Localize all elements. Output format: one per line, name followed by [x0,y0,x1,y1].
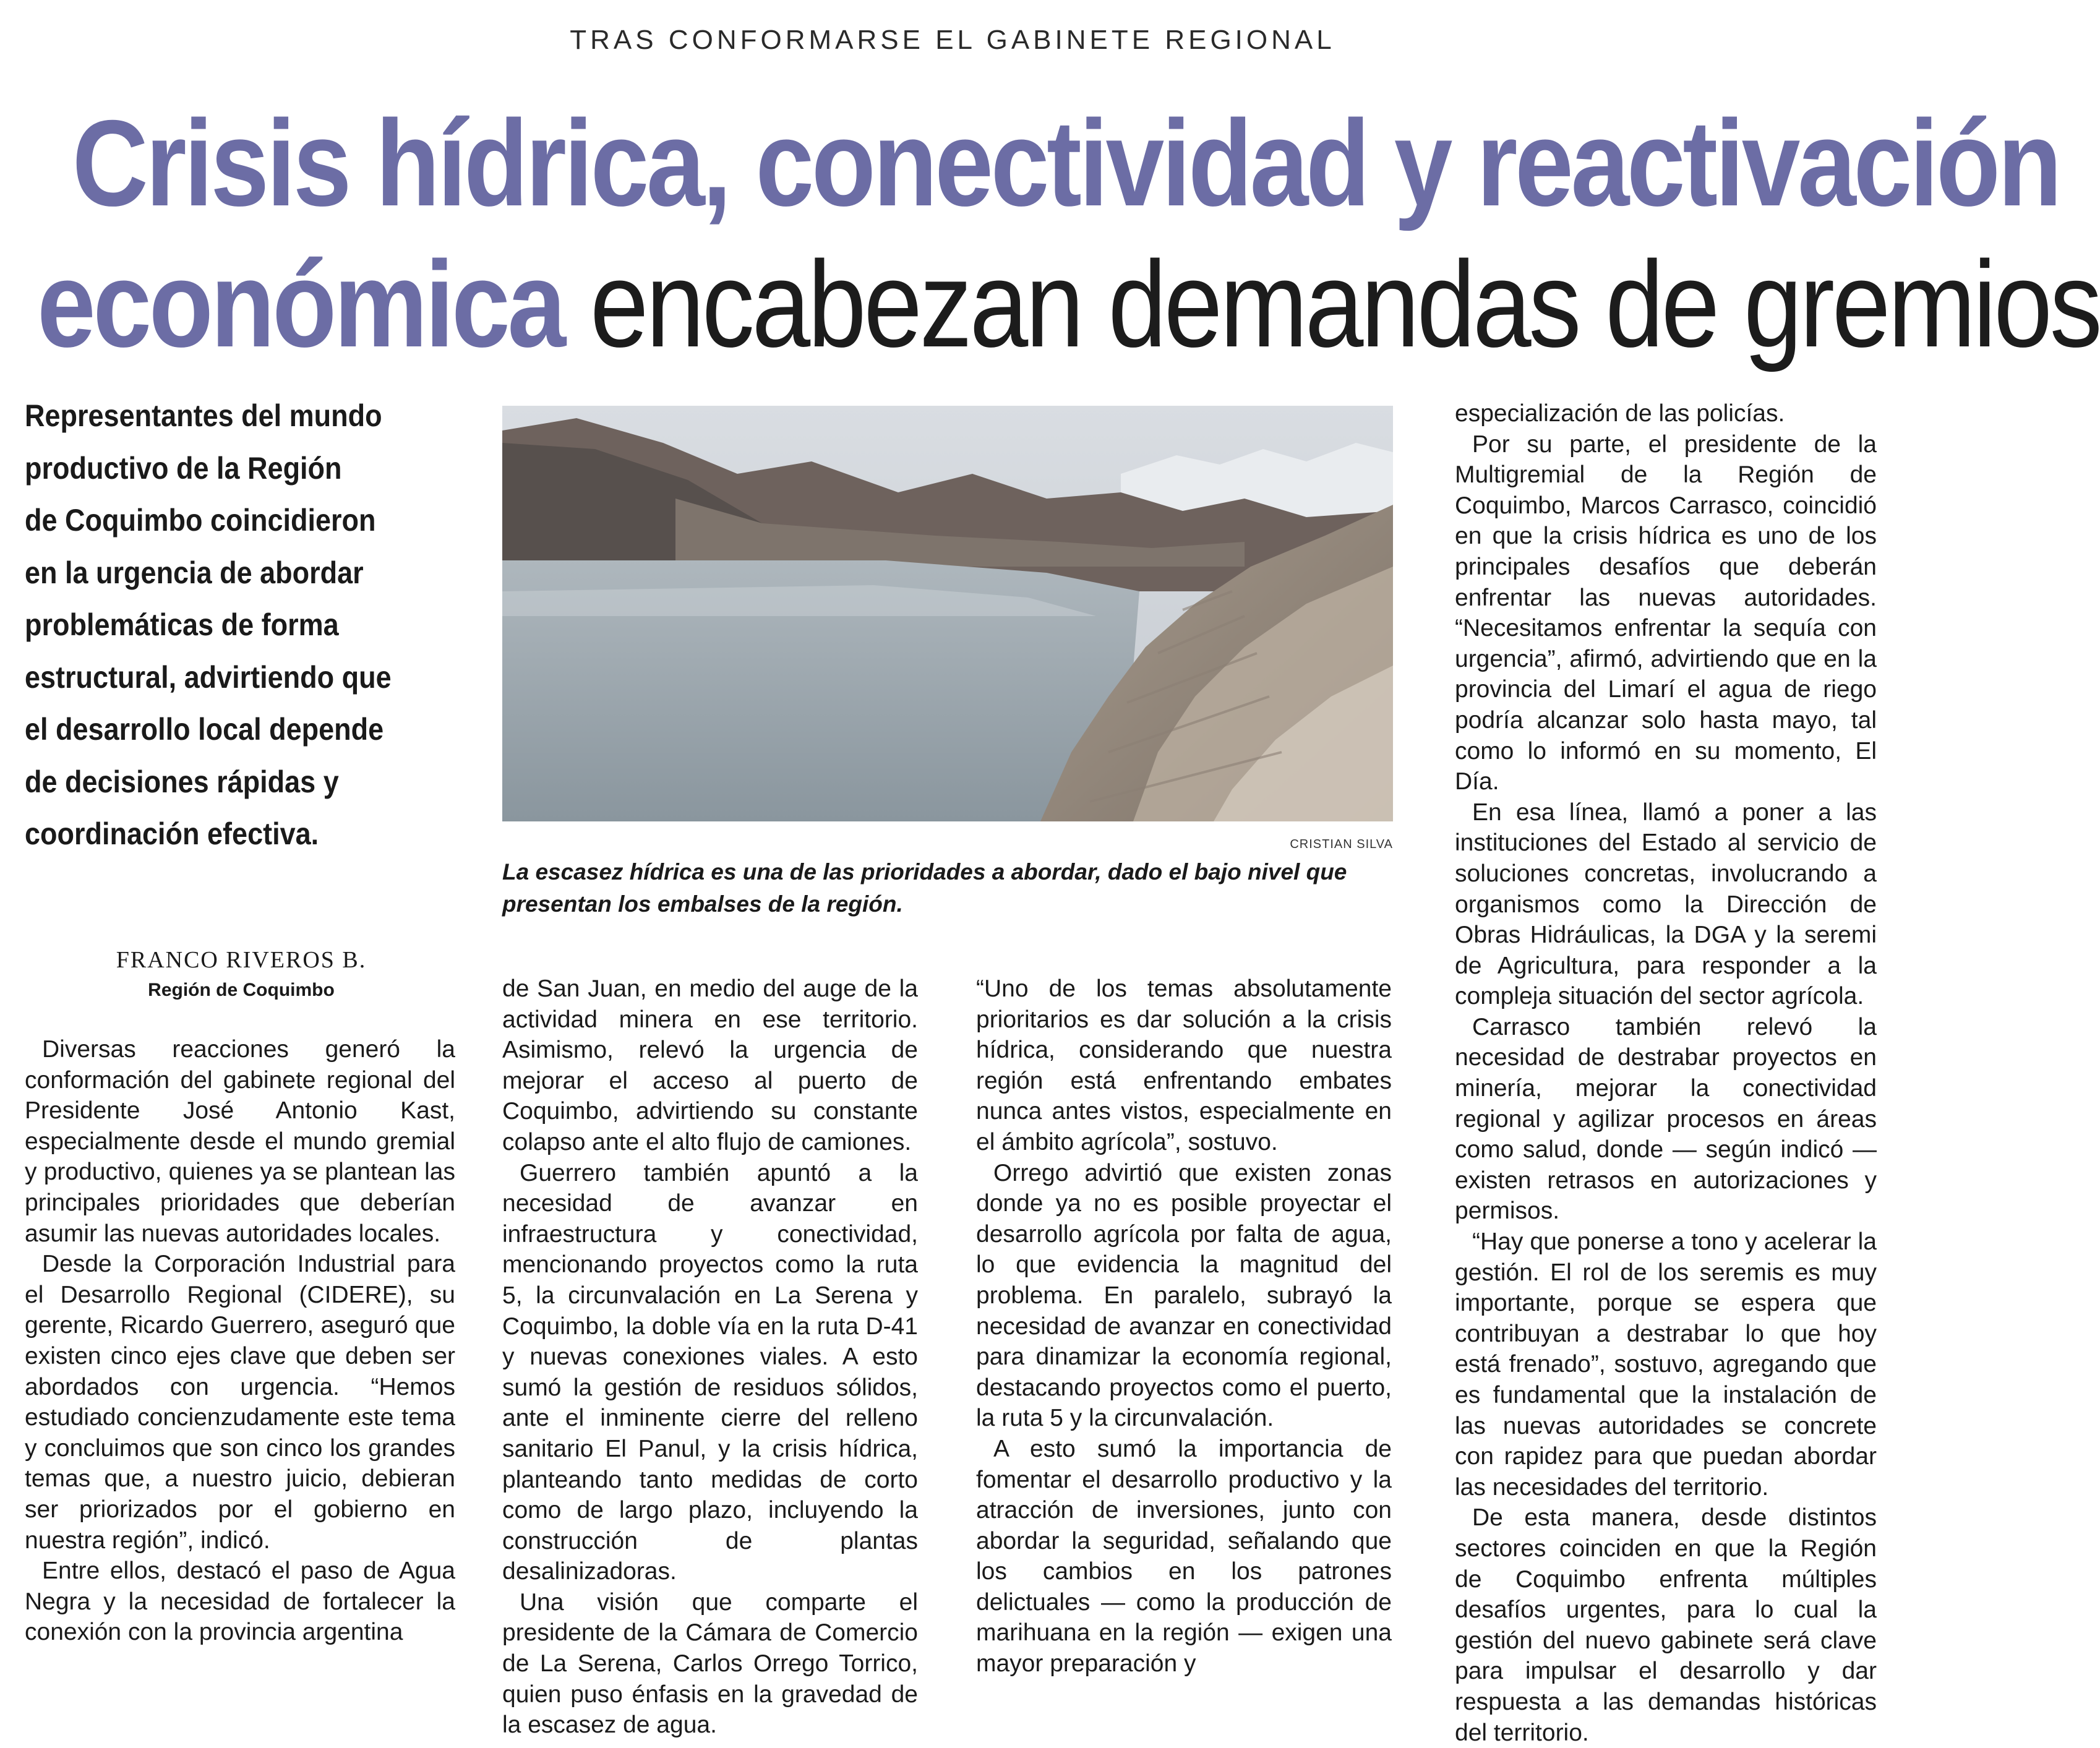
lede [25,390,414,860]
headline-accent-word: económica [37,236,564,372]
paragraph: Orrego advirtió que existen zonas donde ya no es posible proyectar el desarrollo agrícola por falta de agua, lo que evidencia la magnitud del problema. En paralelo, subrayó la necesidad de avanzar en conectividad para dinamizar la economía regional, destacando proyectos como el puerto, la ruta 5 y la circunvalación. [976,1159,1392,1432]
paragraph: especialización de las policías. [1455,400,1785,427]
headline-rest: encabezan demandas de gremios [563,236,2100,372]
paragraph: Desde la Corporación Industrial para el Desarrollo Regional (CIDERE), su gerente, Ricardo Guerrero, aseguró que existen cinco ejes clave que deben ser abordados con urgencia. “Hemos estudiado concienzudamente este tema y concluimos que son cinco los grandes temas que, a nuestro juicio, debieran ser priorizados por el gobierno en nuestra región”, indicó. [25,1251,455,1554]
paragraph: Por su parte, el presidente de la Multigremial de la Región de Coquimbo, Marcos Carrasco, coincidió en que la crisis hídrica es uno de los principales desafíos que deberán enfrentar las nuevas autoridades. “Necesitamos enfrentar la sequía con urgencia”, afirmó, advirtiendo que en la provincia del Limarí el agua de riego podría alcanzar solo hasta mayo, tal como lo informó en su momento, El Día. [1455,431,1877,795]
article-column-1 [25,1034,455,1648]
lede-line: el desarrollo local depende [25,712,384,747]
lede-line: coordinación efectiva. [25,816,319,851]
headline-line-2 [37,234,2100,375]
lede-line: de decisiones rápidas y [25,764,339,799]
lede-line: en la urgencia de abordar [25,555,364,590]
headline-line-1: Crisis hídrica, conectividad y reactivación [72,95,2060,231]
byline-author: FRANCO RIVEROS B. [116,947,367,973]
lede-line: Representantes del mundo [25,398,382,433]
paragraph: “Uno de los temas absolutamente prioritarios es dar solución a la crisis hídrica, considerando que nuestra región está enfrentando embates nunca antes vistos, especialmente en el ámbito agrícola”, sostuvo. [976,975,1392,1155]
lede-line: de Coquimbo coincidieron [25,503,376,538]
article-column-4 [1455,398,1877,1748]
paragraph: “Hay que ponerse a tono y acelerar la gestión. El rol de los seremis es muy importante, porque se espera que contribuyan a destrabar lo que hoy está frenado”, sostuvo, agregando que es fundamental que la instalación de las nuevas autoridades se concrete con rapidez para que puedan abordar las necesidades del territorio. [1455,1228,1877,1501]
lede-line: estructural, advirtiendo que [25,659,392,695]
lede-line: problemáticas de forma [25,607,339,642]
paragraph: Una visión que comparte el presidente de la Cámara de Comercio de La Serena, Carlos Orrego Torrico, quien puso énfasis en la gravedad de la escasez de agua. [502,1588,918,1739]
reservoir-photo [502,406,1393,821]
paragraph: Guerrero también apuntó a la necesidad de avanzar en infraestructura y conectividad, mencionando proyectos como la ruta 5, la circunvalación en La Serena y Coquimbo, la doble vía en la ruta D-41 y nuevas conexiones viales. A esto sumó la gestión de residuos sólidos, ante el inminente cierre del relleno sanitario El Panul, y la crisis hídrica, planteando tanto medidas de corto como de largo plazo, incluyendo la construcción de plantas desalinizadoras. [502,1159,918,1585]
paragraph: Carrasco también relevó la necesidad de destrabar proyectos en minería, mejorar la conectividad regional y agilizar procesos en áreas como salud, donde — según indicó — existen retrasos en autorizaciones y permisos. [1455,1013,1877,1225]
paragraph: De esta manera, desde distintos sectores coinciden en que la Región de Coquimbo enfrenta múltiples desafíos urgentes, para lo cual la gestión del nuevo gabinete será clave para impulsar el desarrollo y dar respuesta a las demandas históricas del territorio. [1455,1504,1877,1746]
lede-line: productivo de la Región [25,450,342,486]
article-column-3 [976,974,1392,1679]
headline [37,93,2100,375]
paragraph: En esa línea, llamó a poner a las instituciones del Estado al servicio de soluciones concretas, involucrando a organismos como la Dirección de Obras Hidráulicas, la DGA y la seremi de Agricultura, para responder a la compleja situación del sector agrícola. [1455,799,1877,1010]
byline-place: Región de Coquimbo [148,980,335,1000]
kicker: TRAS CONFORMARSE EL GABINETE REGIONAL [570,25,1335,55]
paragraph: Entre ellos, destacó el paso de Agua Negra y la necesidad de fortalecer la conexión con la provincia argentina [25,1557,455,1646]
article-column-2 [502,974,918,1741]
paragraph: de San Juan, en medio del auge de la actividad minera en ese territorio. Asimismo, relevó la urgencia de mejorar el acceso al puerto de Coquimbo, advirtiendo su constante colapso ante el alto flujo de camiones. [502,975,918,1155]
photo-credit: CRISTIAN SILVA [1290,838,1393,851]
photo-caption: La escasez hídrica es una de las prioridades a abordar, dado el bajo nivel que presentan los embalses de la región. [502,859,1347,917]
paragraph: A esto sumó la importancia de fomentar el desarrollo productivo y la atracción de inversiones, junto con abordar la seguridad, señalando que los cambios en los patrones delictuales — como la producción de marihuana en la región — exigen una mayor preparación y [976,1435,1392,1677]
reservoir-illustration [502,406,1393,821]
paragraph: Diversas reacciones generó la conformación del gabinete regional del Presidente José Antonio Kast, especialmente desde el mundo gremial y productivo, quienes ya se plantean las principales prioridades que deberían asumir las nuevas autoridades locales. [25,1036,455,1247]
